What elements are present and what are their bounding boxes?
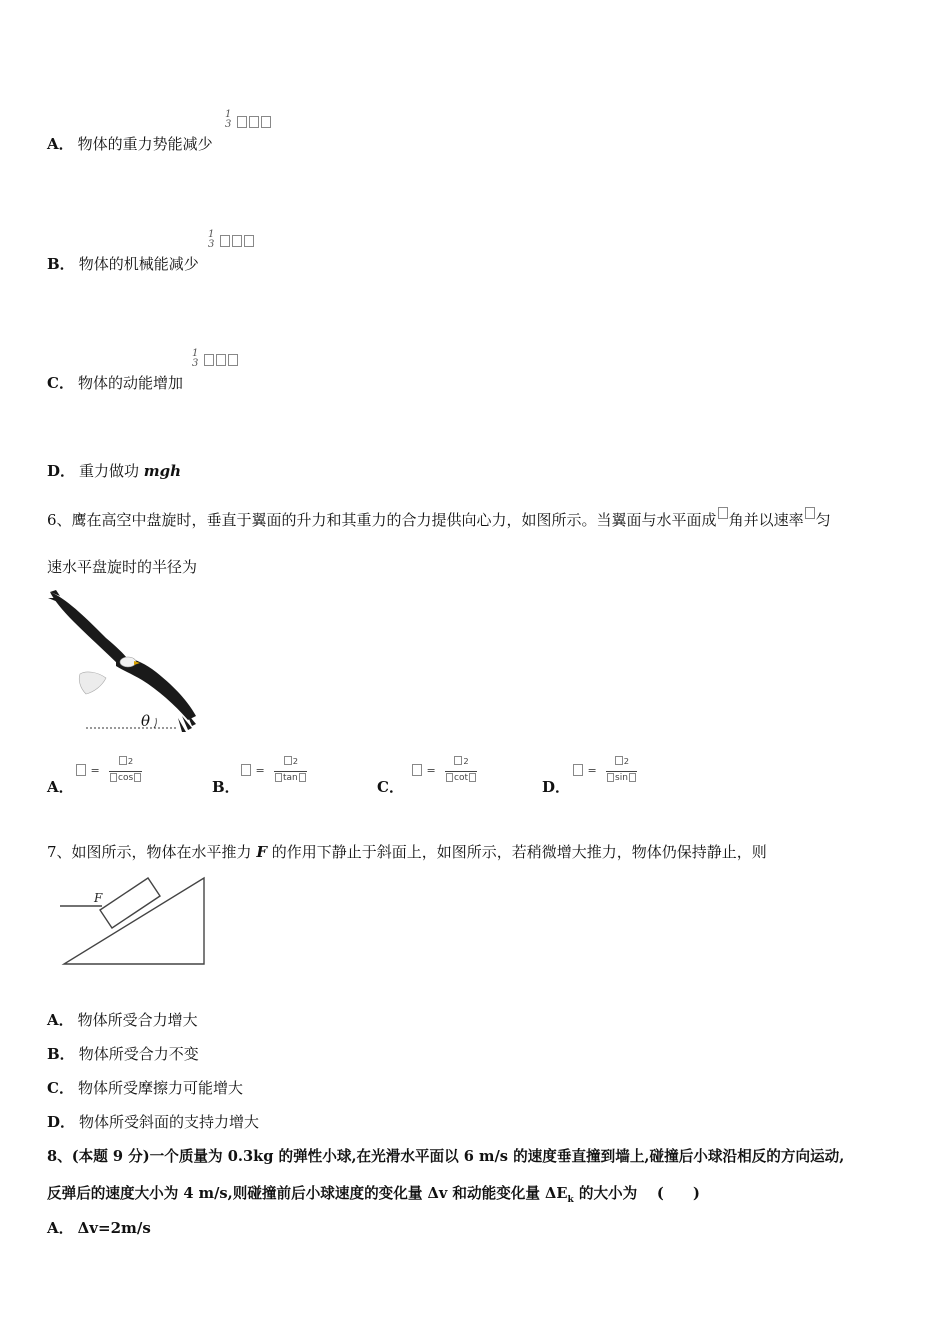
math-mgh: mgh: [143, 462, 182, 480]
option-label: D．: [542, 778, 571, 796]
eagle-upper-wing: [50, 592, 130, 666]
fraction-image: 1 3: [208, 229, 215, 250]
option-text: 物体的重力势能减少: [77, 135, 213, 153]
option-label: A．: [47, 1219, 74, 1237]
q7-option-a[interactable]: [47, 1010, 198, 1030]
q5-option-b[interactable]: [47, 254, 199, 274]
option-text: 物体的动能增加: [77, 374, 183, 392]
incline-figure: [56, 872, 208, 968]
q5-option-c[interactable]: [47, 373, 183, 393]
option-label: C．: [47, 1079, 74, 1097]
option-label: B．: [212, 778, 240, 796]
q8-stem-line1: 8、(本题 9 分)一个质量为 0.3kg 的弹性小球,在光滑水平面以 6 m/s 的速度垂直撞到墙上,碰撞后小球沿相反的方向运动,: [47, 1148, 845, 1165]
eagle-figure: [46, 588, 198, 734]
option-text: 物体所受合力不变: [78, 1045, 199, 1063]
q7-option-c[interactable]: [47, 1078, 243, 1098]
option-label: A．: [47, 778, 74, 796]
q5-option-d[interactable]: [47, 461, 181, 481]
option-text: 物体的机械能减少: [78, 255, 199, 273]
q8-stem-line2: 反弹后的速度大小为 4 m/s,则碰撞前后小球速度的变化量 Δv 和动能变化量 $\Delta E_k$ 的大小为 ( ): [47, 1185, 700, 1205]
option-label: B．: [47, 255, 75, 273]
q7-option-d[interactable]: [47, 1112, 259, 1132]
option-text: 物体所受摩擦力可能增大: [77, 1079, 243, 1097]
eagle-head: [120, 657, 136, 667]
force-label: F: [94, 891, 103, 905]
theta-label: θ: [141, 712, 151, 730]
q6-stem-line1: 6、鹰在高空中盘旋时，垂直于翼面的升力和其重力的合力提供向心力，如图所示。当翼面与水平面成 角并以速率 匀: [47, 507, 831, 530]
fraction-image: 1 3: [225, 109, 232, 130]
missing-glyph-icon: [718, 507, 728, 519]
missing-glyph-icon: [219, 235, 255, 251]
option-label: D．: [47, 462, 76, 480]
missing-glyph-icon: [805, 507, 815, 519]
option-label: B．: [47, 1045, 75, 1063]
fraction-image: 1 3: [192, 348, 199, 369]
q6-stem-line2: 速水平盘旋时的半径为: [47, 558, 198, 576]
option-text: Δv=2m/s: [77, 1219, 151, 1237]
q7-stem: 7、如图所示，物体在水平推力 F 的作用下静止于斜面上，如图所示，若稍微增大推力，物体仍保持静止，则: [47, 843, 767, 861]
option-label: D．: [47, 1113, 76, 1131]
eagle-tail: [79, 672, 106, 694]
missing-glyph-icon: [203, 354, 239, 370]
option-text: 物体所受斜面的支持力增大: [79, 1113, 260, 1131]
missing-glyph-icon: [236, 116, 272, 132]
option-text: 重力做功: [79, 462, 144, 480]
q5-option-a[interactable]: [47, 134, 213, 154]
block: [100, 878, 160, 928]
option-label: C．: [47, 374, 74, 392]
option-label: A．: [47, 1011, 74, 1029]
q8-option-a[interactable]: [47, 1218, 151, 1238]
q7-option-b[interactable]: [47, 1044, 199, 1064]
option-label: A．: [47, 135, 74, 153]
option-text: 物体所受合力增大: [77, 1011, 198, 1029]
option-label: C．: [377, 778, 404, 796]
